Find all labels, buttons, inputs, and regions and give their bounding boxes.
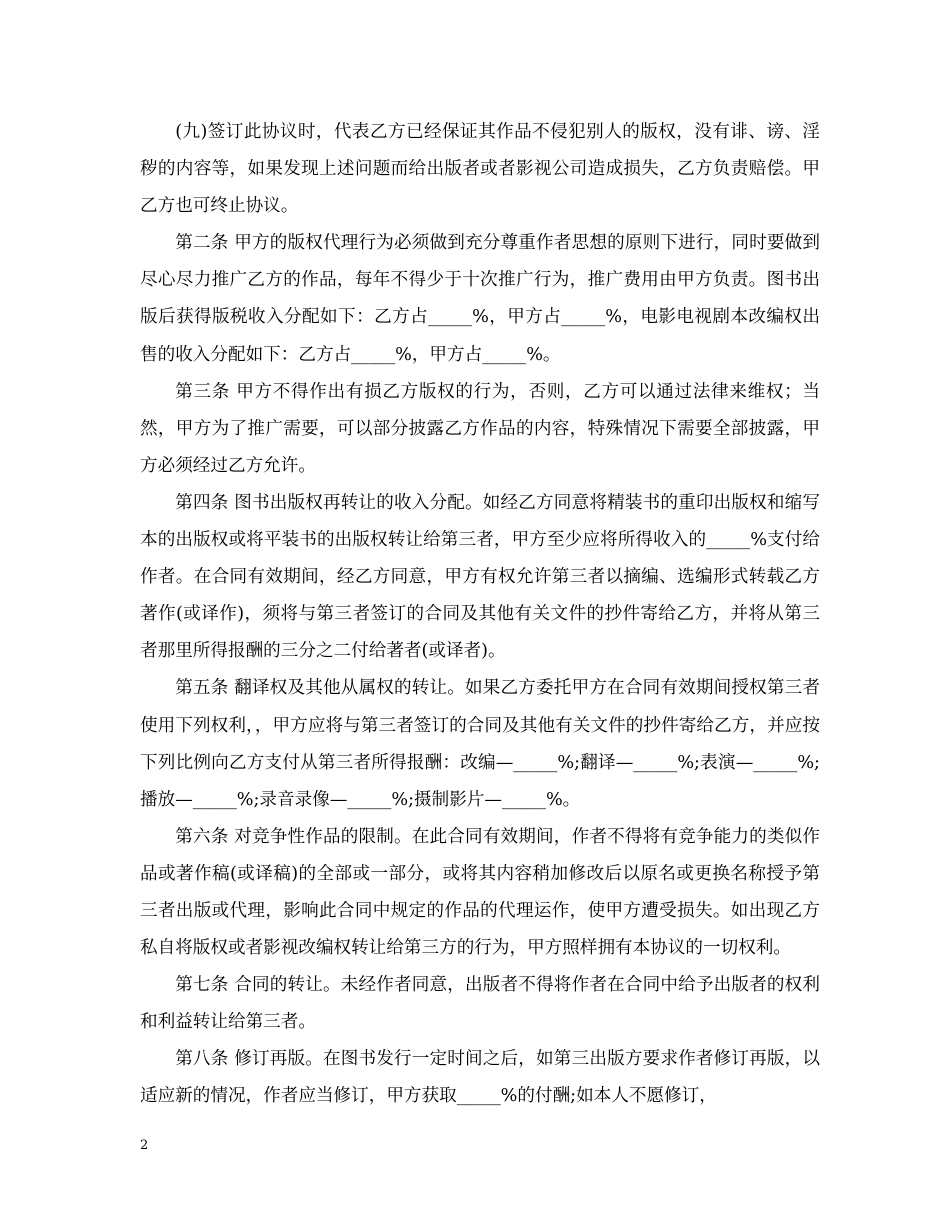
paragraph-article-3: 第三条 甲方不得作出有损乙方版权的行为，否则，乙方可以通过法律来维权；当然，甲方为了推广需要，可以部分披露乙方作品的内容，特殊情况下需要全部披露，甲方必须经过乙方允许。 — [140, 381, 820, 476]
paragraph-article-5: 第五条 翻译权及其他从属权的转让。如果乙方委托甲方在合同有效期间授权第三者使用下列权利，，甲方应将与第三者签订的合同及其他有关文件的抄件寄给乙方，并应按下列比例向乙方支付从第三者所得报酬：改编—_____%;翻译—_____%;表演—_____%;播放—_____%;录音录像—_____%;摄制影片—_____%。 — [140, 678, 820, 810]
paragraph-article-2: 第二条 甲方的版权代理行为必须做到充分尊重作者思想的原则下进行，同时要做到尽心尽力推广乙方的作品，每年不得少于十次推广行为，推广费用由甲方负责。图书出版后获得版税收入分配如下：乙方占_____%，甲方占_____%，电影电视剧本改编权出售的收入分配如下：乙方占_____%，甲方占_____%。 — [140, 233, 820, 365]
paragraph-article-8: 第八条 修订再版。在图书发行一定时间之后，如第三出版方要求作者修订再版，以适应新的情况，作者应当修订，甲方获取_____%的付酬;如本人不愿修订， — [140, 1049, 820, 1107]
paragraph-article-4: 第四条 图书出版权再转让的收入分配。如经乙方同意将精装书的重印出版权和缩写本的出版权或将平装书的出版权转让给第三者，甲方至少应将所得收入的_____%支付给作者。在合同有效期间，经乙方同意，甲方有权允许第三者以摘编、选编形式转载乙方著作(或译作)，须将与第三者签订的合同及其他有关文件的抄件寄给乙方，并将从第三者那里所得报酬的三分之二付给著者(或译者)。 — [140, 492, 820, 662]
page-number: 2 — [140, 1138, 149, 1153]
paragraph-article-7: 第七条 合同的转让。未经作者同意，出版者不得将作者在合同中给予出版者的权利和利益转让给第三者。 — [140, 975, 820, 1033]
paragraph-clause-9: (九)签订此协议时，代表乙方已经保证其作品不侵犯别人的版权，没有诽、谤、淫秽的内容等，如果发现上述问题而给出版者或者影视公司造成损失，乙方负责赔偿。甲乙方也可终止协议。 — [140, 122, 820, 217]
document-body — [140, 114, 820, 1116]
paragraph-article-6: 第六条 对竞争性作品的限制。在此合同有效期间，作者不得将有竞争能力的类似作品或著作稿(或译稿)的全部或一部分，或将其内容稍加修改后以原名或更换名称授予第三者出版或代理，影响此合同中规定的作品的代理运作，使甲方遭受损失。如出现乙方私自将版权或者影视改编权转让给第三方的行为，甲方照样拥有本协议的一切权利。 — [140, 826, 820, 959]
